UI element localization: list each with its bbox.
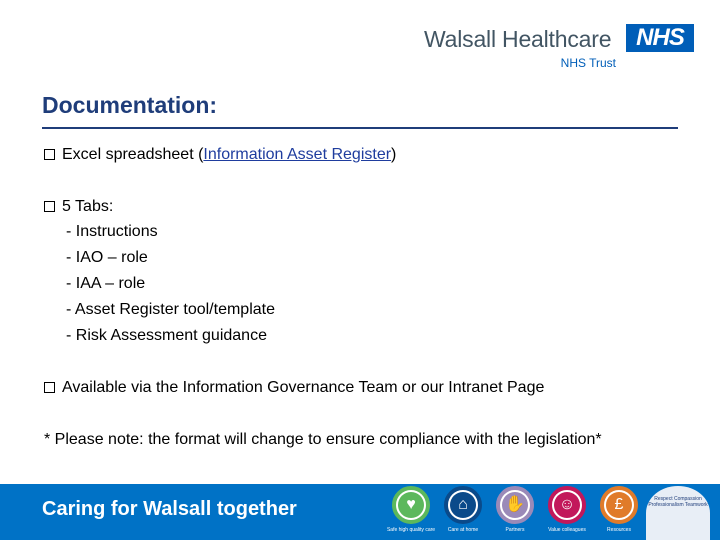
handshake-icon: ✋ (496, 486, 534, 524)
tabs-heading: 5 Tabs: (62, 198, 114, 215)
trust-label: NHS Trust (560, 56, 616, 70)
walsall-nhs-logo (424, 22, 694, 72)
tab-item: - IAO – role (66, 249, 148, 266)
footer-slogan: Caring for Walsall together (42, 498, 297, 520)
tab-item: - Instructions (66, 223, 158, 240)
value-label: Safe high quality care (386, 527, 436, 533)
bullet-spreadsheet (44, 146, 396, 164)
legislation-note: * Please note: the format will change to ensure compliance with the legislation* (44, 431, 602, 448)
page-title: Documentation: (42, 92, 218, 118)
bullet-tabs (44, 198, 113, 216)
information-asset-register-link[interactable]: Information Asset Register (203, 146, 392, 163)
value-label: Resources (607, 527, 631, 533)
spreadsheet-prefix: Excel spreadsheet ( (62, 146, 204, 163)
value-label: Value colleagues (548, 527, 586, 533)
checkbox-bullet-icon (44, 382, 55, 393)
checkbox-bullet-icon (44, 201, 55, 212)
checkbox-bullet-icon (44, 149, 55, 160)
people-icon: ☺ (548, 486, 586, 524)
value-label: Care at home (447, 527, 479, 533)
respect-values-badge (646, 486, 710, 540)
home-icon: ⌂ (444, 486, 482, 524)
bullet-availability (44, 379, 544, 397)
pound-icon: £ (600, 486, 638, 524)
tab-item: - Asset Register tool/template (66, 301, 275, 318)
org-name: Walsall Healthcare (424, 26, 612, 52)
value-label: Partners (505, 527, 525, 533)
tab-item: - IAA – role (66, 275, 146, 292)
footer-banner (0, 484, 720, 540)
availability-text: Available via the Information Governance Team or our Intranet Page (62, 379, 545, 396)
title-divider (42, 127, 678, 129)
nhs-badge: NHS (626, 24, 694, 52)
spreadsheet-suffix: ) (391, 146, 397, 163)
respect-values-text: Respect Compassion Professionalism Teamwork (648, 496, 708, 508)
tab-item: - Risk Assessment guidance (66, 327, 267, 344)
heart-icon: ♥ (392, 486, 430, 524)
